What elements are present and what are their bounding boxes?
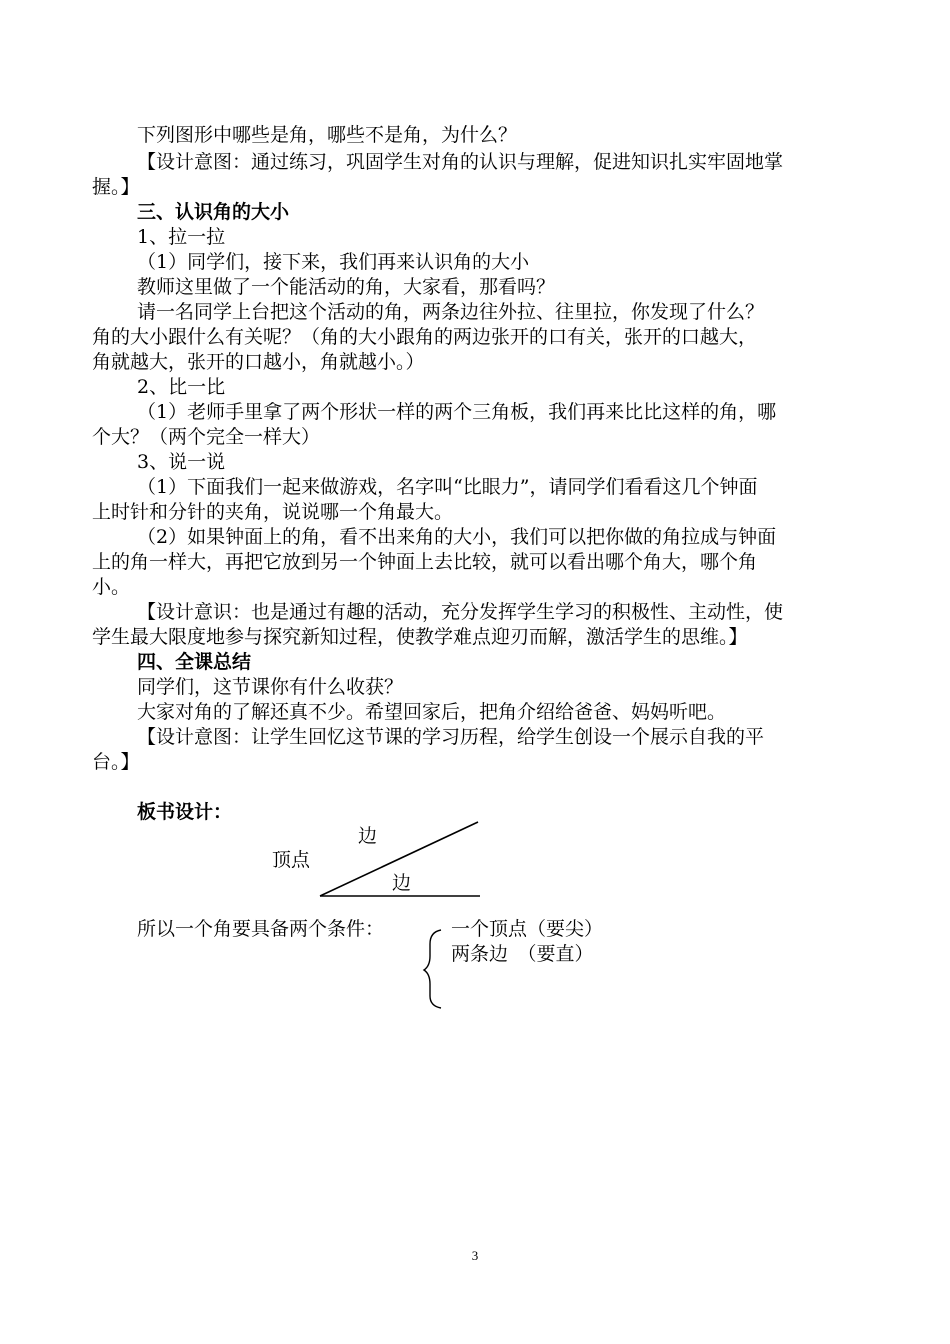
text-line: 个大？（两个完全一样大） bbox=[92, 426, 321, 448]
page-number: 3 bbox=[471, 1248, 479, 1263]
text-line: 大家对角的了解还真不少。希望回家后，把角介绍给爸爸、妈妈听吧。 bbox=[137, 701, 727, 723]
conditions-intro: 所以一个角要具备两个条件： bbox=[137, 918, 385, 940]
side-label-top: 边 bbox=[358, 825, 378, 847]
subsection-heading: 1、拉一拉 bbox=[137, 226, 226, 248]
vertex-label: 顶点 bbox=[272, 849, 311, 871]
condition-item: 两条边 （要直） bbox=[451, 943, 594, 965]
text-line: 同学们，这节课你有什么收获？ bbox=[137, 676, 404, 698]
section-heading: 四、全课总结 bbox=[137, 651, 252, 673]
text-line: 下列图形中哪些是角，哪些不是角，为什么？ bbox=[137, 124, 518, 146]
left-brace bbox=[424, 930, 441, 1008]
text-line: 【设计意图：让学生回忆这节课的学习历程，给学生创设一个展示自我的平 bbox=[137, 726, 765, 748]
text-line: 上的角一样大，再把它放到另一个钟面上去比较，就可以看出哪个角大，哪个角 bbox=[92, 551, 758, 573]
subsection-heading: 3、说一说 bbox=[137, 451, 226, 473]
condition-item: 一个顶点（要尖） bbox=[451, 918, 604, 940]
text-line: 【设计意图：通过练习，巩固学生对角的认识与理解，促进知识扎实牢固地掌 bbox=[137, 151, 784, 173]
angle-upper-side bbox=[320, 822, 478, 896]
text-line: （1）下面我们一起来做游戏，名字叫“比眼力”，请同学们看看这几个钟面 bbox=[137, 476, 758, 498]
text-line: 请一名同学上台把这个活动的角，两条边往外拉、往里拉，你发现了什么？ bbox=[137, 301, 765, 323]
text-line: 学生最大限度地参与探究新知过程，使教学难点迎刃而解，激活学生的思维。】 bbox=[92, 626, 748, 648]
text-line: 【设计意识：也是通过有趣的活动，充分发挥学生学习的积极性、主动性，使 bbox=[137, 601, 784, 623]
text-line: 角就越大，张开的口越小，角就越小。） bbox=[92, 351, 425, 373]
subsection-heading: 2、比一比 bbox=[137, 376, 226, 398]
text-line: （2）如果钟面上的角，看不出来角的大小，我们可以把你做的角拉成与钟面 bbox=[137, 526, 777, 548]
text-line: （1）老师手里拿了两个形状一样的两个三角板，我们再来比比这样的角，哪 bbox=[137, 401, 777, 423]
text-line: 小。 bbox=[92, 576, 131, 598]
text-line: 握。】 bbox=[92, 176, 140, 198]
text-line: 台。】 bbox=[92, 751, 140, 773]
side-label-bottom: 边 bbox=[392, 872, 412, 894]
text-line: 上时针和分针的夹角，说说哪一个角最大。 bbox=[92, 501, 454, 523]
section-heading: 三、认识角的大小 bbox=[137, 201, 290, 223]
text-line: （1）同学们，接下来，我们再来认识角的大小 bbox=[137, 251, 530, 273]
text-line: 教师这里做了一个能活动的角，大家看，那看吗？ bbox=[137, 276, 556, 298]
board-title: 板书设计： bbox=[137, 801, 233, 823]
text-line: 角的大小跟什么有关呢？（角的大小跟角的两边张开的口有关，张开的口越大， bbox=[92, 326, 758, 348]
